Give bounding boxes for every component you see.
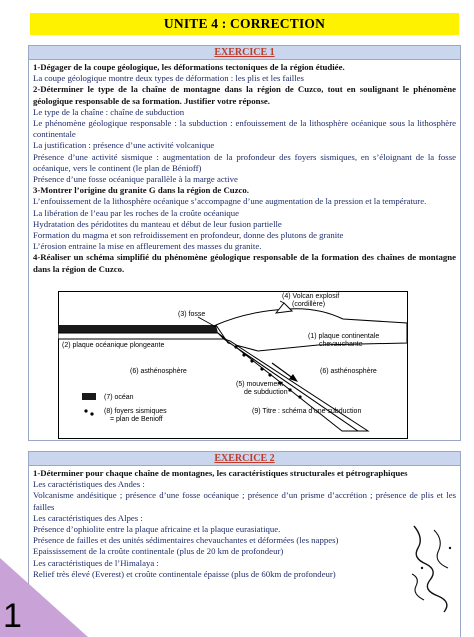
answer-line: Présence de failles et des unités sédimentaires chevauchantes et déformées (les nappes) xyxy=(33,535,339,546)
unit-title: UNITE 4 : CORRECTION xyxy=(163,16,326,31)
answer-line: Hydratation des péridotites du manteau et début de leur fusion partielle xyxy=(33,218,282,229)
exercise-2-header xyxy=(29,452,460,466)
exercise-2-content xyxy=(29,466,460,580)
label-cordillere: (cordillère) xyxy=(292,301,326,308)
label-plaque-continentale-2: chevauchante xyxy=(319,341,363,348)
answer-line: La libération de l’eau par les roches de la croûte océanique xyxy=(33,207,240,218)
exercise-1-title: EXERCICE 1 xyxy=(214,47,275,58)
label-mouvement-2: de subduction xyxy=(244,389,288,396)
answer-line: La justification : présence d’une activité volcanique xyxy=(33,140,215,151)
answer-line: Le type de la chaîne : chaîne de subduction xyxy=(33,106,185,117)
answer-line: Les caractéristiques de l’Himalaya : xyxy=(33,557,159,568)
label-plaque-oceanique: (2) plaque océanique plongeante xyxy=(62,342,165,349)
question-line: 2-Déterminer le type de la chaîne de montagne dans la région de Cuzco, tout en soulignant le phénomène géologique responsable de sa formation. Justifier votre réponse. xyxy=(33,84,456,106)
exercise-2-title: EXERCICE 2 xyxy=(214,453,275,464)
question-line: 4-Réaliser un schéma simplifié du phénomène géologique responsable de la formation des chaînes de montagne dans la région de Cuzco. xyxy=(33,252,456,274)
answer-line: La coupe géologique montre deux types de déformation : les plis et les failles xyxy=(33,73,304,84)
label-foyers-1: (8) foyers sismiques xyxy=(104,408,167,415)
answer-line: Volcanisme andésitique ; présence d’une fosse océanique ; présence d’un prisme d’accrétion ; présence de plis et les failles xyxy=(33,490,456,512)
question-line: 3-Montrer l’origine du granite G dans la région de Cuzco. xyxy=(33,185,249,196)
answer-line: L’érosion entraine la mise en affleurement des masses du granite. xyxy=(33,241,262,252)
oceanic-plate xyxy=(58,333,224,339)
answer-line: Formation du magma et son refroidissement en profondeur, donne des plutons de granite xyxy=(33,230,344,241)
answer-line: Le phénomène géologique responsable : la subduction : enfouissement de la lithosphère océanique sous la lithosphère continentale xyxy=(33,118,456,140)
exercise-1-content xyxy=(29,60,460,275)
legend-foci-dot xyxy=(84,409,87,412)
page-number: 1 xyxy=(3,597,22,635)
handwritten-signature xyxy=(404,518,464,618)
question-line: 1-Déterminer pour chaque chaîne de montagnes, les caractéristiques structurales et pétrographiques xyxy=(33,468,408,478)
answer-line: Relief très élevé (Everest) et croûte continentale épaisse (plus de 60km de profondeur) xyxy=(33,568,336,579)
answer-line: L’enfouissement de la lithosphère océanique s’accompagne d’une augmentation de la pression et la température. xyxy=(33,196,427,207)
answer-line: Les caractéristiques des Alpes : xyxy=(33,512,143,523)
label-titre: (9) Titre : schéma d’une subduction xyxy=(252,408,362,415)
exercise-1-header xyxy=(29,46,460,60)
label-foyers-2: = plan de Benioff xyxy=(110,416,163,423)
label-ocean: (7) océan xyxy=(104,394,134,401)
answer-line: Epaississement de la croûte continentale (plus de 20 km de profondeur) xyxy=(33,546,284,557)
label-astheno-left: (6) asthénosphère xyxy=(130,368,187,375)
legend-ocean-swatch xyxy=(82,393,96,400)
answer-line: Présence d’ophiolite entre la plaque africaine et la plaque eurasiatique. xyxy=(33,524,281,535)
subduction-diagram xyxy=(58,291,408,439)
label-mouvement-1: (5) mouvement xyxy=(236,381,284,388)
question-line: 1-Dégager de la coupe géologique, les déformations tectoniques de la région étudiée. xyxy=(33,62,345,72)
label-astheno-right: (6) asthénosphère xyxy=(320,368,377,375)
label-volcano: (4) Volcan explosif xyxy=(282,293,340,300)
label-plaque-continentale-1: (1) plaque continentale xyxy=(308,333,380,340)
legend-foci-dot xyxy=(90,412,93,415)
label-fosse: (3) fosse xyxy=(178,311,206,318)
answer-line: Les caractéristiques des Andes : xyxy=(33,479,145,490)
answer-line: Présence d’une activité sismique : augmentation de la profondeur des foyers sismiques, en s’éloignant de la fosse océanique, vers le continent (le plan de Bénioff) xyxy=(33,151,456,173)
unit-title-bar xyxy=(30,13,459,35)
answer-line: Présence d’une fosse océanique parallèle à la marge active xyxy=(33,174,238,185)
exercise-2-box xyxy=(28,451,461,637)
ocean-water xyxy=(58,325,218,333)
